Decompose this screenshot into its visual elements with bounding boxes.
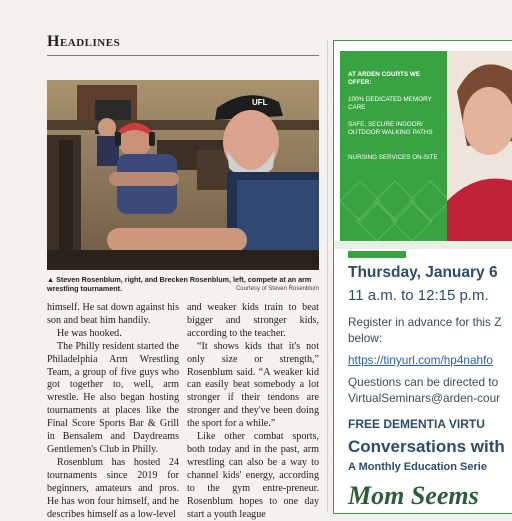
ad-questions-text: Questions can be directed to bbox=[348, 375, 499, 389]
ad-feature-title: Mom Seems bbox=[348, 481, 479, 510]
ad-register-text: Register in advance for this Z bbox=[348, 315, 502, 329]
article-column-1 bbox=[47, 302, 179, 521]
ad-portrait bbox=[447, 51, 512, 241]
paragraph: “It shows kids that it's not only size or strength,” Rosenblum said. “A weaker kid can easily beat somebody a lot stronger if their tendons are stronger and they've been doing the sport for a while.” bbox=[187, 340, 319, 430]
advertisement bbox=[333, 40, 512, 514]
paragraph: Like other combat sports, both today and in the past, arm wrestling can also be a way to channel kids' energy, according to the gym entre-preneur. Rosenblum hopes to one day start a youth league bbox=[187, 431, 319, 520]
decorative-diamond-pattern bbox=[340, 161, 447, 241]
ad-offer-item: 100% DEDICATED MEMORY CARE bbox=[348, 96, 432, 111]
paragraph: The Philly resident started the Philadelphia Arm Wrestling Team, a group of five guys who got together to, well, arm wrestle. He also began hosting tournaments at places like the Final Score Sports Bar & Grill in Bensalem and Daydreams Gentlemen's Club in Philly. bbox=[47, 340, 179, 455]
paragraph: himself. He sat down against his son and beat him handily. bbox=[47, 302, 179, 326]
cap-logo: UFL bbox=[252, 98, 268, 107]
paragraph: Rosenblum has hosted 24 tournaments since 2019 for beginners, amateurs and pros. He has won four himself, and he describes himself as a low-level bbox=[47, 456, 179, 520]
photo-credit: Courtesy of Steven Rosenblum bbox=[235, 286, 319, 292]
section-heading: Headlines bbox=[47, 33, 121, 50]
ad-band bbox=[334, 241, 512, 249]
ad-offer-heading: AT ARDEN COURTS WE OFFER: bbox=[348, 71, 421, 86]
ad-series-title: Conversations with bbox=[348, 437, 505, 456]
article-column-2 bbox=[187, 302, 319, 521]
ad-time: 11 a.m. to 12:15 p.m. bbox=[348, 287, 489, 304]
ad-series-subtitle: A Monthly Education Serie bbox=[348, 461, 487, 473]
arm-wrestling-photo bbox=[47, 80, 319, 270]
ad-offer-item: SAFE, SECURE INDOOR/ OUTDOOR WALKING PATHS bbox=[348, 121, 433, 136]
ad-date: Thursday, January 6 bbox=[348, 264, 498, 281]
photo-caption: ▲ Steven Rosenblum, right, and Brecken Rosenblum, left, compete at an arm wrestling tournament. bbox=[47, 275, 312, 293]
ad-register-text: below: bbox=[348, 331, 383, 345]
paragraph: He was hooked. bbox=[57, 327, 122, 339]
ad-registration-link[interactable]: https://tinyurl.com/hp4nahfo bbox=[348, 353, 493, 367]
article-photo bbox=[47, 80, 319, 270]
column-divider bbox=[327, 40, 328, 512]
ad-free-heading: FREE DEMENTIA VIRTU bbox=[348, 417, 485, 431]
ad-contact-email: VirtualSeminars@arden-cour bbox=[348, 391, 501, 405]
ad-offer-panel bbox=[340, 51, 447, 241]
ad-accent-bar bbox=[348, 251, 406, 258]
paragraph: and weaker kids train to beat bigger and stronger kids, according to the teacher. bbox=[187, 302, 319, 339]
heading-rule bbox=[47, 55, 319, 56]
ad-offer-item: NURSING SERVICES ON-SITE bbox=[348, 154, 438, 161]
